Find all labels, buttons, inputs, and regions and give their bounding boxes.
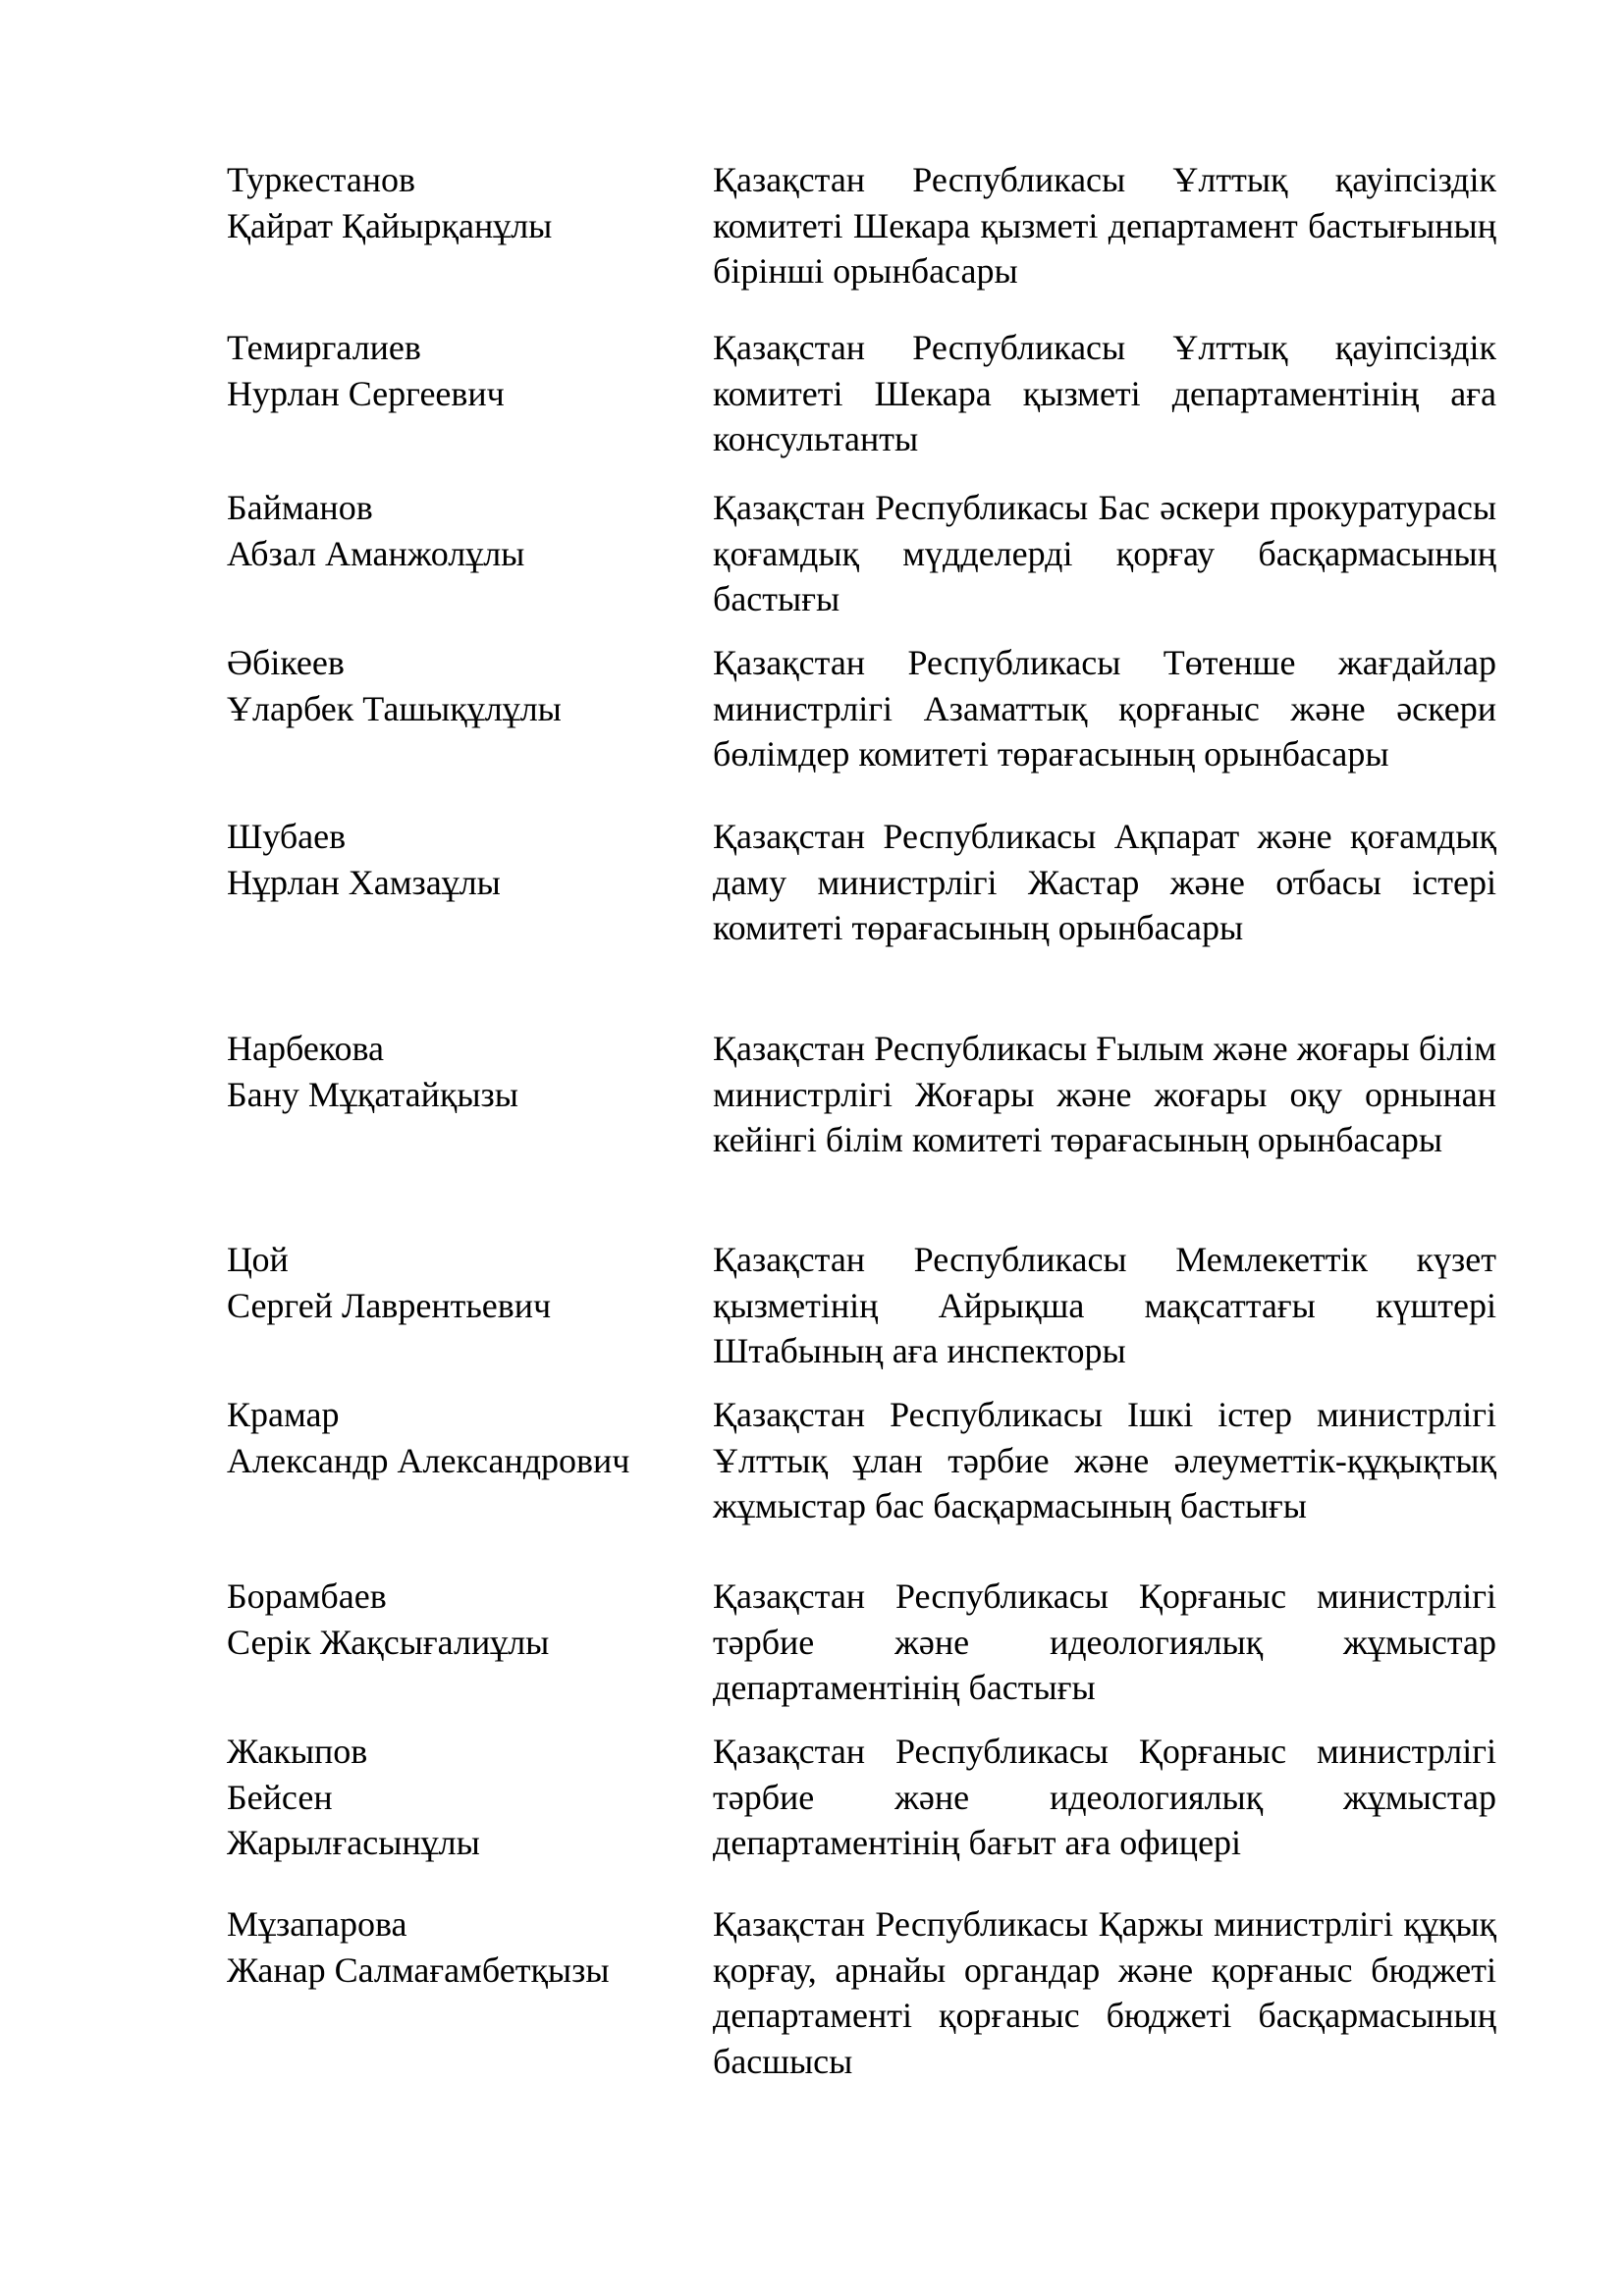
member-position: Қазақстан Республикасы Қаржы министрлігі құқық қорғау, арнайы органдар және қорғаныс бюджеті департаменті қорғаныс бюджеті басқармасының басшысы xyxy=(713,1904,1496,2081)
member-given-name: Қайрат Қайырқанұлы xyxy=(227,205,553,245)
member-surname: Цой xyxy=(227,1240,289,1279)
member-given-name: Нурлан Сергеевич xyxy=(227,373,505,413)
member-name xyxy=(227,325,688,416)
member-given-name: Бейсен xyxy=(227,1777,333,1817)
member-surname: Темиргалиев xyxy=(227,328,421,367)
member-name xyxy=(227,157,688,248)
member-position: Қазақстан Республикасы Бас әскери прокуратурасы қоғамдық мүдделерді қорғау басқармасының бастығы xyxy=(713,488,1496,618)
member-given-name: Жанар Салмағамбетқызы xyxy=(227,1949,610,1990)
member-given-name: Абзал Аманжолұлы xyxy=(227,533,525,573)
member-name xyxy=(227,1392,688,1483)
member-surname: Әбікеев xyxy=(227,643,345,682)
member-given-name: Нұрлан Хамзаұлы xyxy=(227,862,501,902)
member-surname: Борамбаев xyxy=(227,1576,387,1616)
member-given-name: Сергей Лаврентьевич xyxy=(227,1285,552,1325)
member-patronymic: Жарылғасынұлы xyxy=(227,1823,480,1862)
member-name xyxy=(227,1574,688,1665)
member-position: Қазақстан Республикасы Мемлекеттік күзет қызметінің Айрықша мақсаттағы күштері Штабының аға инспекторы xyxy=(713,1240,1496,1370)
member-surname: Нарбекова xyxy=(227,1029,384,1068)
member-surname: Байманов xyxy=(227,488,373,527)
member-name xyxy=(227,1901,688,1993)
member-name xyxy=(227,1729,688,1866)
member-position: Қазақстан Республикасы Ішкі істер министрлігі Ұлттық ұлан тәрбие және әлеуметтік-құқықтық жұмыстар бас басқармасының бастығы xyxy=(713,1395,1496,1525)
member-name xyxy=(227,640,688,731)
member-given-name: Ұларбек Ташықұлұлы xyxy=(227,688,562,728)
member-name xyxy=(227,1026,688,1117)
member-given-name: Бану Мұқатайқызы xyxy=(227,1074,518,1114)
member-name xyxy=(227,1237,688,1328)
member-position: Қазақстан Республикасы Қорғаныс министрлігі тәрбие және идеологиялық жұмыстар департаментінің бағыт аға офицері xyxy=(713,1732,1496,1862)
member-name xyxy=(227,485,688,576)
member-surname: Крамар xyxy=(227,1395,340,1434)
member-position: Қазақстан Республикасы Ғылым және жоғары білім министрлігі Жоғары және жоғары оқу орнынан кейінгі білім комитеті төрағасының орынбасары xyxy=(713,1029,1496,1159)
member-name xyxy=(227,814,688,905)
member-position: Қазақстан Республикасы Төтенше жағдайлар министрлігі Азаматтық қорғаныс және әскери бөлімдер комитеті төрағасының орынбасары xyxy=(713,643,1496,774)
member-surname: Шубаев xyxy=(227,817,347,856)
member-given-name: Серік Жақсығалиұлы xyxy=(227,1622,550,1662)
member-given-name: Александр Александрович xyxy=(227,1440,630,1480)
member-surname: Туркестанов xyxy=(227,160,416,199)
member-position: Қазақстан Республикасы Ұлттық қауіпсіздік комитеті Шекара қызметі департаментінің аға консультанты xyxy=(713,328,1496,458)
member-position: Қазақстан Республикасы Ақпарат және қоғамдық даму министрлігі Жастар және отбасы істері комитеті төрағасының орынбасары xyxy=(713,817,1496,947)
member-surname: Мұзапарова xyxy=(227,1904,407,1944)
member-position: Қазақстан Республикасы Қорғаныс министрлігі тәрбие және идеологиялық жұмыстар департаментінің бастығы xyxy=(713,1576,1496,1707)
member-surname: Жакыпов xyxy=(227,1732,368,1771)
member-position: Қазақстан Республикасы Ұлттық қауіпсіздік комитеті Шекара қызметі департамент бастығының бірінші орынбасары xyxy=(713,160,1496,291)
